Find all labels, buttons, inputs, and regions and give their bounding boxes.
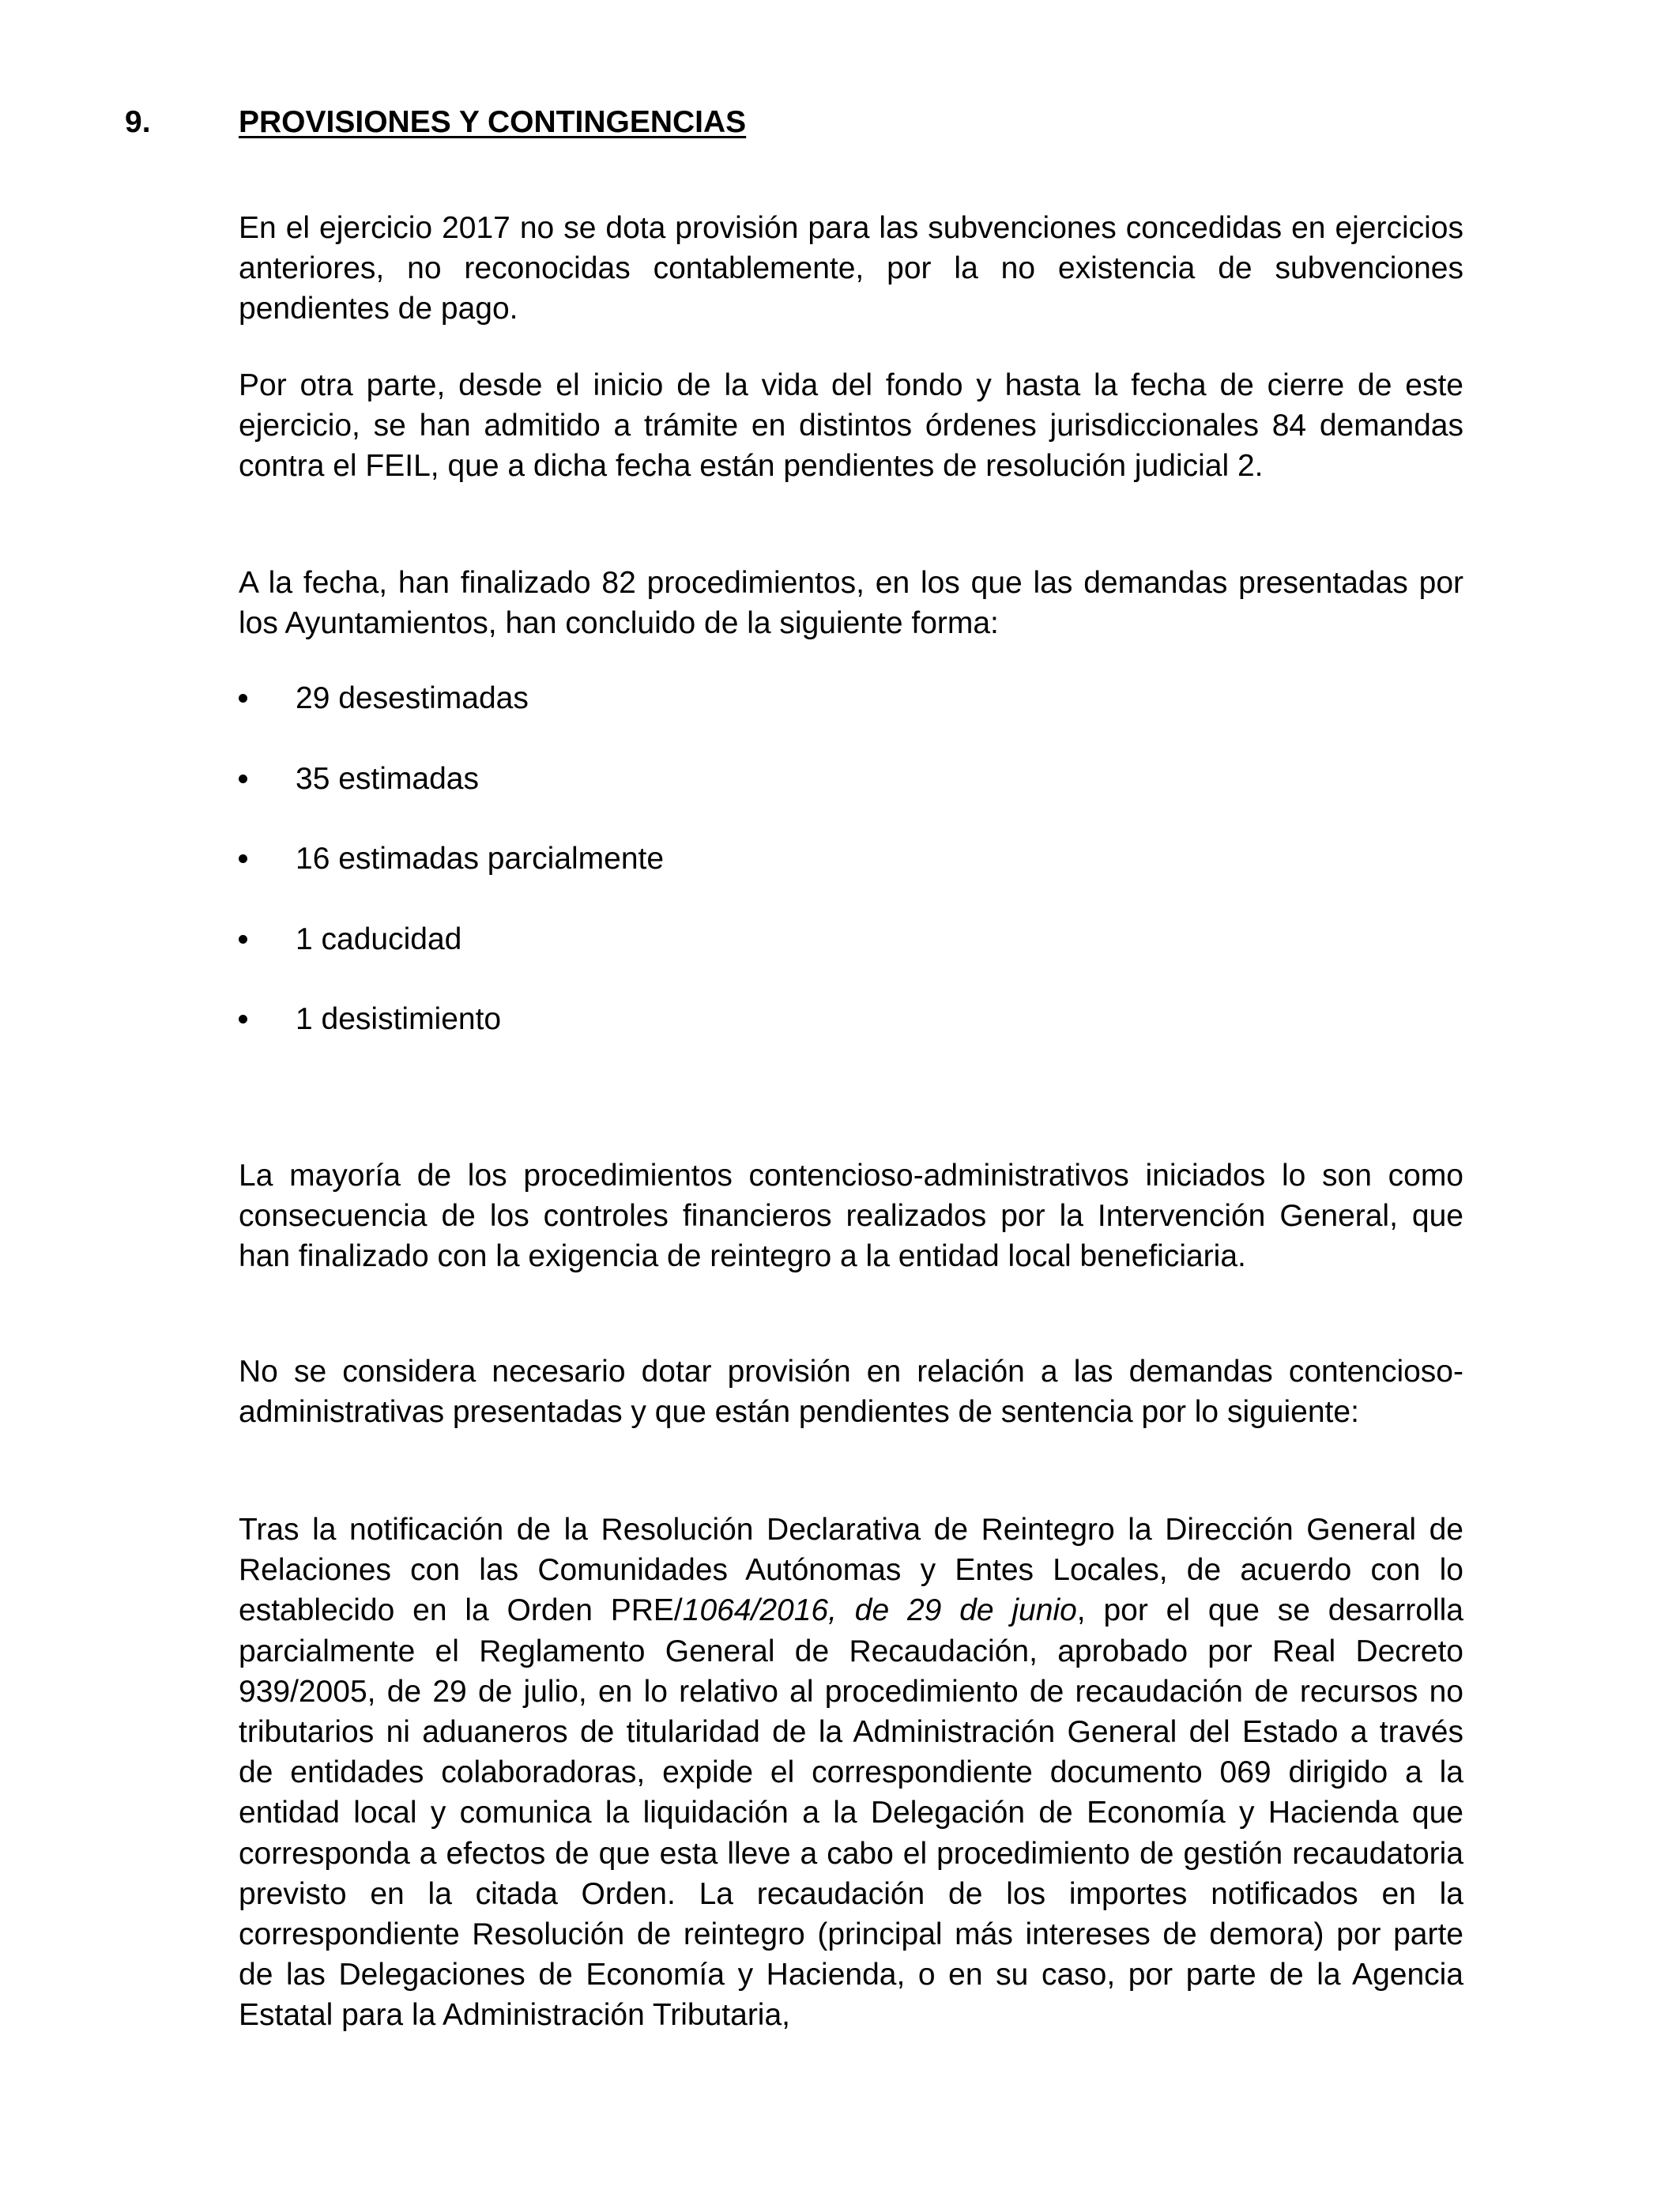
list-item: 29 desestimadas <box>239 678 1463 759</box>
paragraph-resolucion-reintegro: Tras la notificación de la Resolución Declarativa de Reintegro la Dirección General de Relaciones con las Comunidades Autónomas y Entes Locales, de acuerdo con lo establecido en la Orden PRE/1064/2016, de 29 de junio, por el que se desarrolla parcialmente el Reglamento General de Recaudación, aprobado por Real Decreto 939/2005, de 29 de julio, en lo relativo al procedimiento de recaudación de recursos no tributarios ni aduaneros de titularidad de la Administración General del Estado a través de entidades colaboradoras, expide el correspondiente documento 069 dirigido a la entidad local y comunica la liquidación a la Delegación de Economía y Hacienda que corresponda a efectos de que esta lleve a cabo el procedimiento de gestión recaudatoria previsto en la citada Orden. La recaudación de los importes notificados en la correspondiente Resolución de reintegro (principal más intereses de demora) por parte de las Delegaciones de Economía y Hacienda, o en su caso, por parte de la Agencia Estatal para la Administración Tributaria, <box>239 1513 1463 2033</box>
section-number: 9. <box>125 105 151 139</box>
bullet-icon <box>239 854 247 863</box>
bullet-icon <box>239 775 247 783</box>
orden-reference: 1064/2016, de 29 de junio <box>682 1593 1077 1628</box>
list-item: 16 estimadas parcialmente <box>239 839 1463 919</box>
paragraph-controles-financieros: La mayoría de los procedimientos contencioso-administrativos iniciados lo son como consecuencia de los controles financieros realizados por la Intervención General, que han finalizado con la exigencia de reintegro a la entidad local beneficiaria. <box>239 1159 1463 1274</box>
section-heading <box>125 103 746 142</box>
list-item: 35 estimadas <box>239 759 1463 839</box>
paragraph-no-provision: No se considera necesario dotar provisión en relación a las demandas contencioso-administrativas presentadas y que están pendientes de sentencia por lo siguiente: <box>239 1355 1463 1430</box>
section-title: PROVISIONES Y CONTINGENCIAS <box>239 105 747 139</box>
list-item: 1 desistimiento <box>239 999 1463 1080</box>
list-item: 1 caducidad <box>239 919 1463 1000</box>
bullet-icon <box>239 1015 247 1023</box>
bullet-icon <box>239 935 247 944</box>
paragraph-procedimientos-finalizados: A la fecha, han finalizado 82 procedimientos, en los que las demandas presentadas por los Ayuntamientos, han concluido de la siguiente forma: <box>239 566 1463 641</box>
paragraph-demandas: Por otra parte, desde el inicio de la vida del fondo y hasta la fecha de cierre de este ejercicio, se han admitido a trámite en distintos órdenes jurisdiccionales 84 demandas contra el FEIL, que a dicha fecha están pendientes de resolución judicial 2. <box>239 368 1463 484</box>
bullet-icon <box>239 694 247 703</box>
outcomes-list <box>239 678 1463 1080</box>
paragraph-provision-subvenciones: En el ejercicio 2017 no se dota provisión para las subvenciones concedidas en ejercicios anteriores, no reconocidas contablemente, por la no existencia de subvenciones pendientes de pago. <box>239 211 1463 326</box>
